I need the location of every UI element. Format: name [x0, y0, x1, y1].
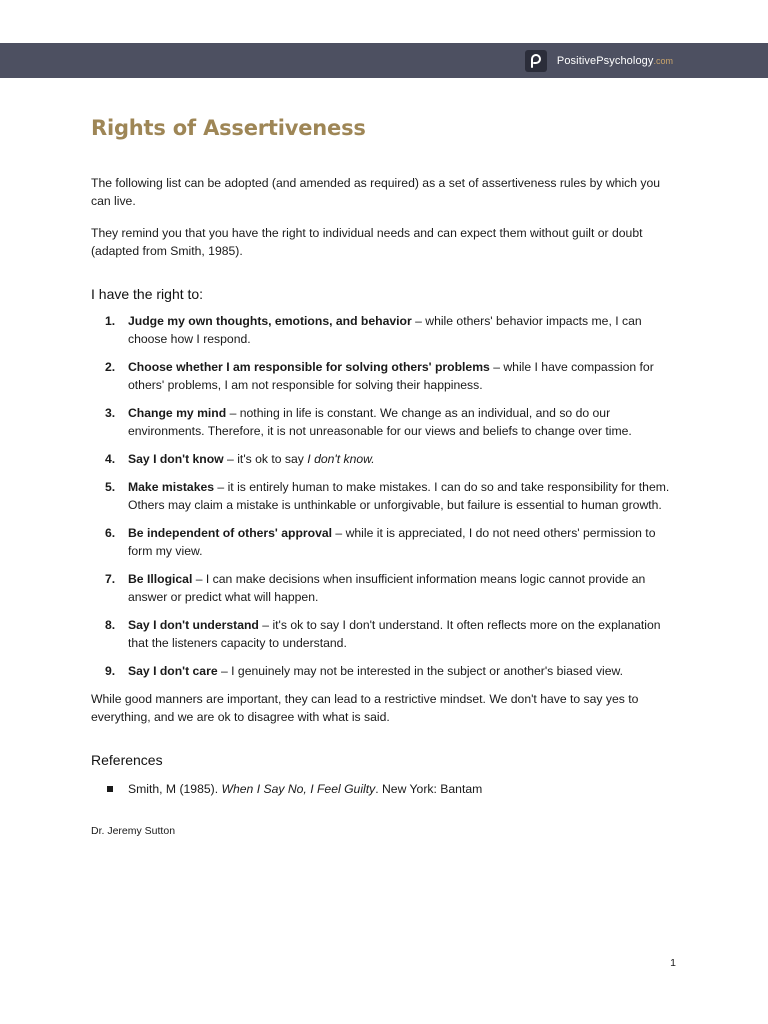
list-item	[91, 404, 681, 440]
list-item	[91, 358, 681, 394]
item-title: Change my mind	[128, 406, 227, 420]
brand-name: PositivePsychology	[556, 54, 654, 67]
item-text: – it's ok to say	[223, 452, 308, 466]
list-item	[91, 478, 681, 514]
item-number: 5.	[105, 480, 116, 494]
brand-suffix: .com	[653, 55, 673, 66]
item-title: Be Illogical	[128, 572, 193, 586]
item-title: Choose whether I am responsible for solving others' problems	[128, 360, 490, 374]
item-text: – it's ok to say I don't understand. It often reflects more on the explanation that the listeners capacity to understand.	[128, 618, 661, 650]
item-number: 2.	[105, 360, 116, 374]
intro-paragraph-1: The following list can be adopted (and amended as required) as a set of assertiveness rules by which you can live.	[91, 176, 661, 208]
item-number: 1.	[105, 314, 116, 328]
rights-heading: I have the right to:	[91, 286, 204, 302]
item-text: – it is entirely human to make mistakes. I can do so and take responsibility for them. Others may claim a mistake is unthinkable or unforgivable, but failure is essential to human growth.	[128, 480, 670, 512]
item-title: Say I don't know	[128, 452, 224, 466]
references-list	[91, 780, 681, 798]
item-text: – while others' behavior impacts me, I can choose how I respond.	[128, 314, 642, 346]
item-text: – while I have compassion for others' problems, I am not responsible for solving their happiness.	[128, 360, 654, 392]
rights-list	[91, 312, 681, 680]
brand[interactable]	[525, 50, 673, 71]
document-body	[91, 116, 681, 840]
item-number: 3.	[105, 406, 116, 420]
item-title: Say I don't care	[128, 664, 218, 678]
list-item	[91, 570, 681, 606]
item-number: 6.	[105, 526, 116, 540]
references-heading: References	[91, 752, 163, 768]
reference-title: When I Say No, I Feel Guilty	[221, 782, 376, 796]
item-text: – nothing in life is constant. We change as an individual, and so do our environments. Therefore, it is not unreasonable for our views and beliefs to change over time.	[128, 406, 632, 438]
logo-p-icon	[529, 54, 543, 68]
reference-prefix: Smith, M (1985).	[128, 782, 222, 796]
item-number: 9.	[105, 664, 116, 678]
closing-paragraph: While good manners are important, they can lead to a restrictive mindset. We don't have to say yes to everything, and we are ok to disagree with what is said.	[91, 692, 639, 724]
reference-suffix: . New York: Bantam	[375, 782, 483, 796]
item-title: Be independent of others' approval	[128, 526, 333, 540]
item-number: 4.	[105, 452, 116, 466]
item-text: – I can make decisions when insufficient information means logic cannot provide an answer or predict what will happen.	[128, 572, 646, 604]
page-number: 1	[670, 957, 676, 969]
reference-item	[91, 780, 681, 798]
page-title: Rights of Assertiveness	[91, 116, 366, 140]
list-item	[91, 662, 681, 680]
list-item	[91, 312, 681, 348]
item-text: – I genuinely may not be interested in the subject or another's biased view.	[217, 664, 624, 678]
brand-logo-icon	[525, 50, 547, 72]
intro-paragraph-2: They remind you that you have the right to individual needs and can expect them without guilt or doubt (adapted from Smith, 1985).	[91, 226, 643, 258]
list-item	[91, 524, 681, 560]
author: Dr. Jeremy Sutton	[91, 825, 176, 837]
item-number: 7.	[105, 572, 116, 586]
item-title: Make mistakes	[128, 480, 215, 494]
item-italic: I don't know.	[307, 452, 375, 466]
item-number: 8.	[105, 618, 116, 632]
list-item	[91, 450, 681, 468]
square-bullet-icon	[107, 786, 113, 792]
header-bar	[0, 43, 768, 78]
item-text: – while it is appreciated, I do not need others' permission to form my view.	[128, 526, 656, 558]
item-title: Judge my own thoughts, emotions, and behavior	[128, 314, 412, 328]
item-title: Say I don't understand	[128, 618, 259, 632]
list-item	[91, 616, 681, 652]
